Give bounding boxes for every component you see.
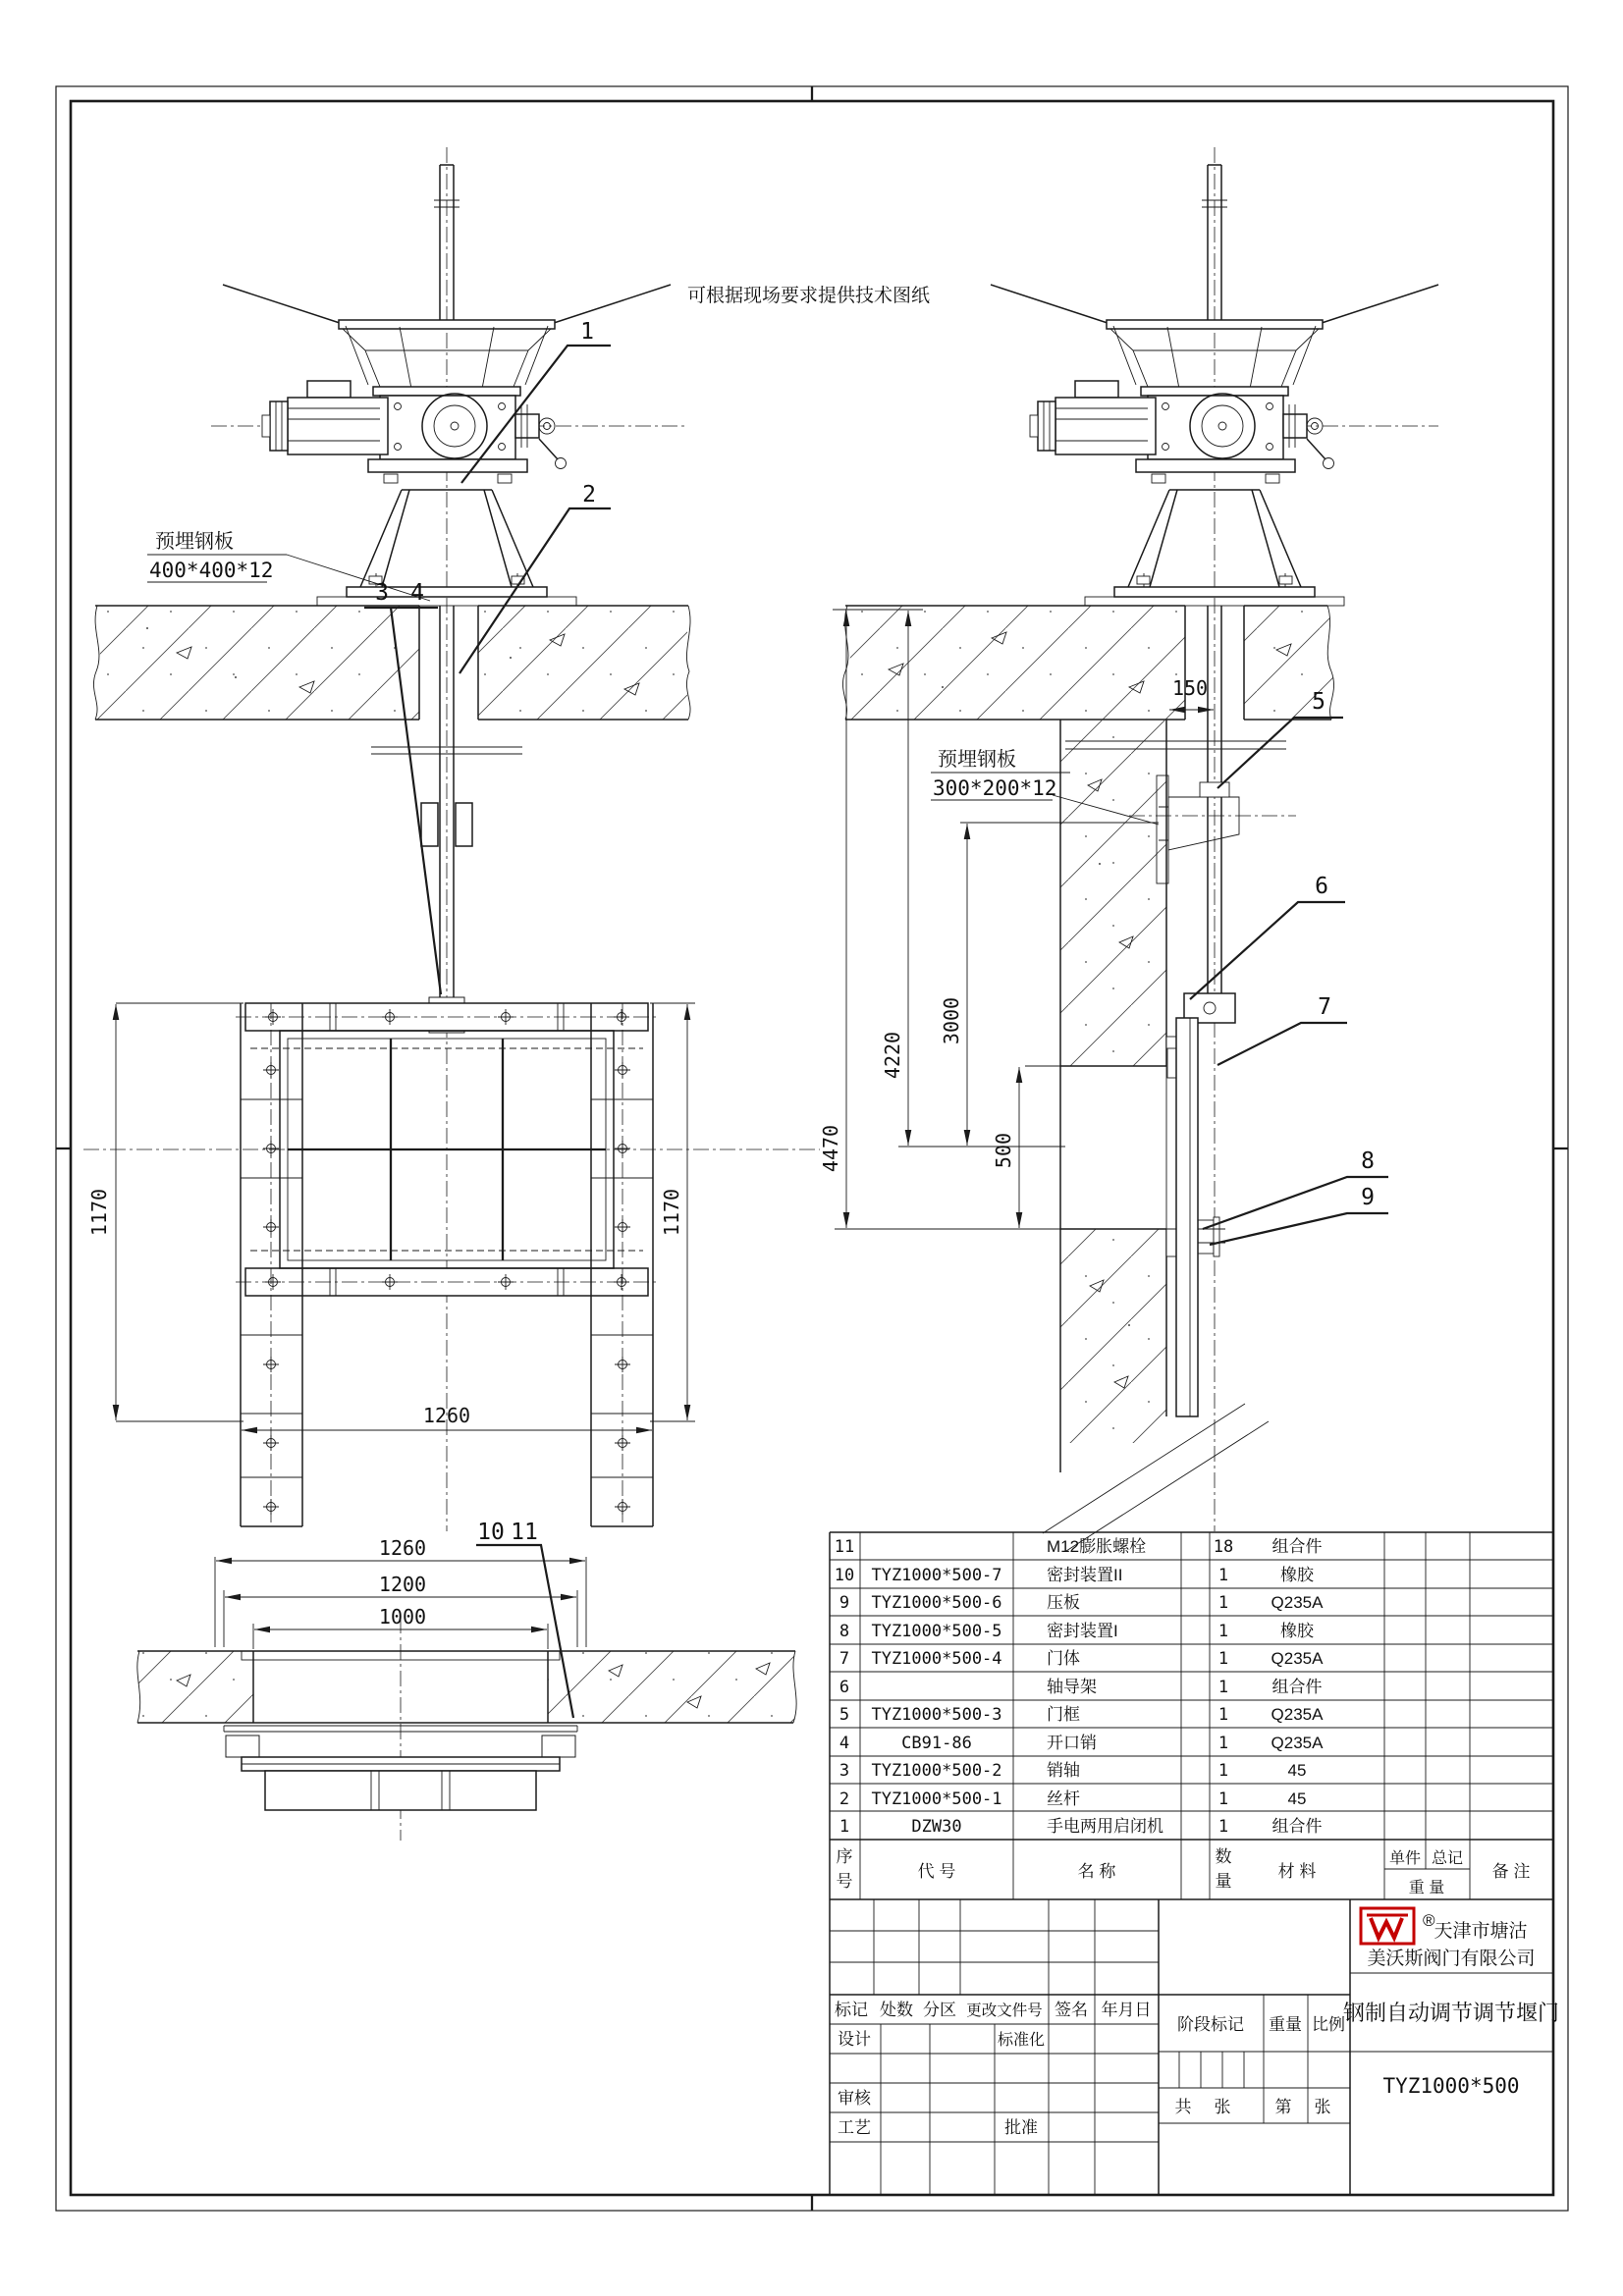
svg-text:1: 1 <box>1217 1566 1229 1585</box>
svg-text:500: 500 <box>992 1132 1015 1169</box>
svg-text:TYZ1000*500-5: TYZ1000*500-5 <box>871 1622 1002 1641</box>
svg-text:处数: 处数 <box>880 2001 913 2019</box>
svg-text:1: 1 <box>839 1817 850 1837</box>
svg-text:1: 1 <box>1217 1734 1229 1753</box>
svg-text:DZW30: DZW30 <box>911 1817 962 1837</box>
svg-text:5: 5 <box>1312 689 1325 715</box>
svg-text:丝杆: 丝杆 <box>1047 1789 1080 1808</box>
svg-text:7: 7 <box>1318 994 1331 1020</box>
svg-text:1: 1 <box>1217 1817 1229 1837</box>
svg-text:9: 9 <box>1361 1185 1375 1210</box>
svg-text:1: 1 <box>1217 1705 1229 1725</box>
svg-text:10: 10 <box>477 1520 505 1545</box>
drawing-model: TYZ1000*500 <box>1382 2074 1520 2098</box>
svg-text:密封装置II: 密封装置II <box>1047 1566 1123 1584</box>
svg-text:标准化: 标准化 <box>997 2032 1046 2049</box>
svg-text:开口销: 开口销 <box>1047 1734 1097 1752</box>
svg-text:4470: 4470 <box>819 1124 842 1173</box>
svg-text:4: 4 <box>839 1734 850 1753</box>
svg-text:150: 150 <box>1171 676 1209 700</box>
svg-text:Q235A: Q235A <box>1271 1705 1324 1724</box>
svg-text:TYZ1000*500-7: TYZ1000*500-7 <box>871 1566 1002 1585</box>
svg-text:1: 1 <box>580 319 594 345</box>
svg-text:标记: 标记 <box>835 2001 868 2019</box>
svg-text:橡胶: 橡胶 <box>1280 1566 1314 1584</box>
svg-text:11: 11 <box>834 1537 855 1557</box>
svg-text:量: 量 <box>1215 1872 1232 1891</box>
svg-text:1: 1 <box>1217 1789 1229 1809</box>
svg-text:重量: 重量 <box>1269 2015 1302 2034</box>
svg-text:组合件: 组合件 <box>1271 1678 1323 1696</box>
svg-text:分区: 分区 <box>923 2001 956 2019</box>
svg-text:5: 5 <box>839 1705 850 1725</box>
svg-text:10: 10 <box>834 1566 855 1585</box>
svg-text:第: 第 <box>1274 2098 1292 2116</box>
svg-text:组合件: 组合件 <box>1271 1537 1323 1556</box>
svg-text:3: 3 <box>375 580 389 606</box>
svg-text:6: 6 <box>1315 874 1328 899</box>
svg-text:压板: 压板 <box>1047 1593 1080 1612</box>
svg-text:45: 45 <box>1287 1761 1307 1780</box>
company-name-1: 天津市塘沽 <box>1434 1921 1528 1942</box>
svg-text:8: 8 <box>839 1622 850 1641</box>
svg-text:工艺: 工艺 <box>838 2118 871 2137</box>
svg-text:1: 1 <box>1217 1649 1229 1669</box>
svg-text:400*400*12: 400*400*12 <box>149 559 274 582</box>
svg-text:8: 8 <box>1361 1148 1375 1174</box>
svg-text:组合件: 组合件 <box>1271 1817 1323 1836</box>
svg-text:号: 号 <box>836 1872 853 1891</box>
svg-text:代 号: 代 号 <box>917 1862 956 1881</box>
svg-text:阶段标记: 阶段标记 <box>1177 2015 1244 2034</box>
company-name-2: 美沃斯阀门有限公司 <box>1367 1949 1536 1969</box>
svg-text:批准: 批准 <box>1004 2118 1038 2137</box>
svg-text:数: 数 <box>1215 1847 1232 1866</box>
svg-text:门体: 门体 <box>1047 1649 1080 1668</box>
svg-text:1: 1 <box>1217 1761 1229 1781</box>
svg-text:Q235A: Q235A <box>1271 1593 1324 1612</box>
revision-header <box>835 2000 1152 2019</box>
svg-text:TYZ1000*500-3: TYZ1000*500-3 <box>871 1705 1002 1725</box>
svg-text:Q235A: Q235A <box>1271 1649 1324 1668</box>
svg-text:1: 1 <box>1217 1593 1229 1613</box>
svg-text:9: 9 <box>839 1593 850 1613</box>
svg-text:轴导架: 轴导架 <box>1047 1678 1097 1696</box>
svg-text:1260: 1260 <box>422 1404 471 1427</box>
svg-text:300*200*12: 300*200*12 <box>933 776 1057 800</box>
svg-text:共: 共 <box>1174 2098 1192 2116</box>
svg-text:序: 序 <box>836 1847 853 1866</box>
svg-text:CB91-86: CB91-86 <box>901 1734 972 1753</box>
svg-text:18: 18 <box>1213 1537 1234 1557</box>
svg-text:1170: 1170 <box>87 1188 111 1237</box>
svg-text:橡胶: 橡胶 <box>1280 1622 1314 1640</box>
svg-text:1200: 1200 <box>378 1573 427 1596</box>
svg-text:3000: 3000 <box>940 996 963 1045</box>
svg-text:手电两用启闭机: 手电两用启闭机 <box>1047 1817 1163 1836</box>
svg-text:TYZ1000*500-1: TYZ1000*500-1 <box>871 1789 1002 1809</box>
svg-text:4: 4 <box>410 580 424 606</box>
svg-text:4220: 4220 <box>881 1031 904 1080</box>
svg-text:TYZ1000*500-4: TYZ1000*500-4 <box>871 1649 1002 1669</box>
svg-text:门框: 门框 <box>1047 1705 1080 1724</box>
svg-text:销轴: 销轴 <box>1047 1761 1080 1780</box>
svg-text:总记: 总记 <box>1431 1850 1464 1867</box>
svg-text:2: 2 <box>582 482 596 507</box>
svg-text:密封装置I: 密封装置I <box>1047 1622 1118 1640</box>
svg-text:预埋钢板: 预埋钢板 <box>155 531 234 553</box>
svg-text:更改文件号: 更改文件号 <box>966 2002 1043 2019</box>
svg-text:®: ® <box>1423 1911 1435 1930</box>
svg-text:备 注: 备 注 <box>1491 1862 1531 1881</box>
svg-text:张: 张 <box>1314 2098 1331 2116</box>
svg-text:预埋钢板: 预埋钢板 <box>938 749 1016 771</box>
general-note: 可根据现场要求提供技术图纸 <box>687 286 931 306</box>
svg-text:1170: 1170 <box>660 1188 683 1237</box>
svg-text:1: 1 <box>1217 1622 1229 1641</box>
svg-text:3: 3 <box>839 1761 850 1781</box>
svg-text:设计: 设计 <box>838 2030 871 2049</box>
svg-text:Q235A: Q235A <box>1271 1734 1324 1752</box>
drawing-title: 钢制自动调节调节堰门 <box>1342 2001 1560 2025</box>
svg-text:重 量: 重 量 <box>1408 1880 1445 1896</box>
svg-text:TYZ1000*500-2: TYZ1000*500-2 <box>871 1761 1002 1781</box>
svg-text:2: 2 <box>839 1789 850 1809</box>
svg-text:1260: 1260 <box>378 1536 427 1560</box>
svg-text:11: 11 <box>511 1520 538 1545</box>
svg-text:比例: 比例 <box>1312 2015 1345 2034</box>
svg-text:TYZ1000*500-6: TYZ1000*500-6 <box>871 1593 1002 1613</box>
svg-text:签名: 签名 <box>1055 2001 1088 2019</box>
svg-text:年月日: 年月日 <box>1101 2001 1152 2019</box>
svg-text:材 料: 材 料 <box>1277 1862 1317 1881</box>
svg-text:名 称: 名 称 <box>1077 1862 1116 1881</box>
svg-text:7: 7 <box>839 1649 850 1669</box>
svg-text:单件: 单件 <box>1388 1850 1422 1867</box>
svg-text:45: 45 <box>1287 1789 1307 1808</box>
svg-text:M12膨胀螺栓: M12膨胀螺栓 <box>1047 1537 1147 1556</box>
svg-text:1: 1 <box>1217 1678 1229 1697</box>
svg-text:6: 6 <box>839 1678 850 1697</box>
svg-text:审核: 审核 <box>838 2089 871 2108</box>
svg-text:张: 张 <box>1214 2098 1231 2116</box>
svg-text:1000: 1000 <box>378 1605 427 1629</box>
